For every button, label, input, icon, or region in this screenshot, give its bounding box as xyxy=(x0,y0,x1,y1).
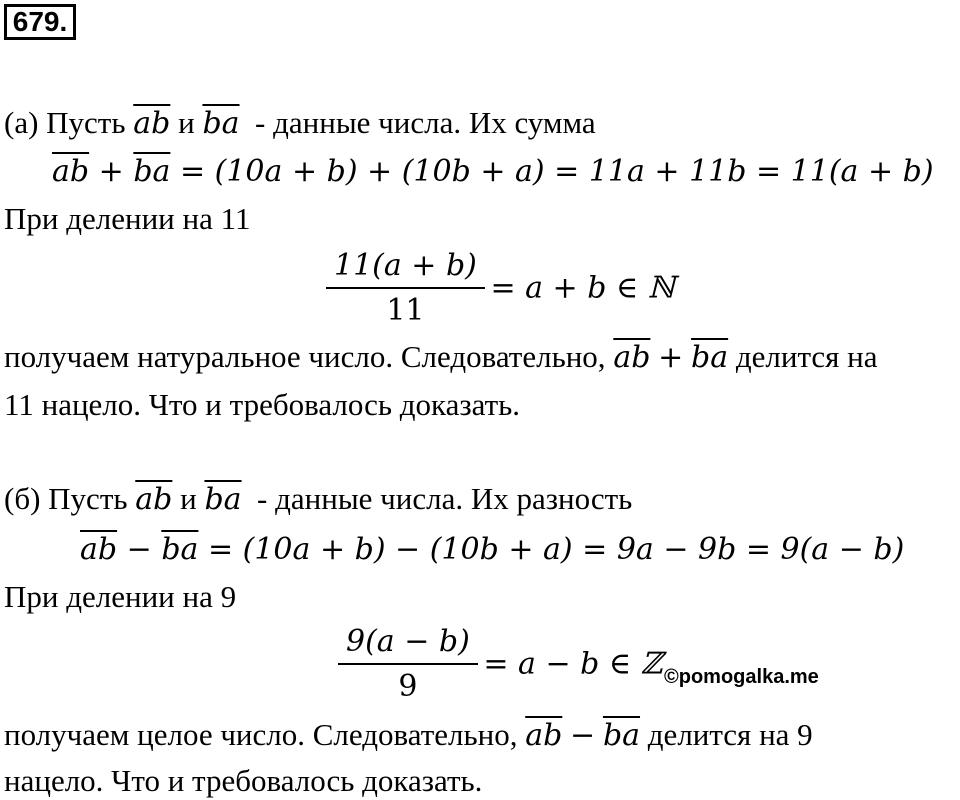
part-a-intro-suffix: - данные числа. Их сумма xyxy=(255,105,596,140)
conclusion-b-ba: $\overline{ba}$ xyxy=(602,718,641,753)
fraction-a-numerator: 11(a + b) xyxy=(334,248,477,283)
eq-a-ab: $\overline{ab}$ xyxy=(52,154,90,189)
part-a-conclusion-prefix: получаем натуральное число. Следовательно, xyxy=(4,339,606,374)
problem-number: 679. xyxy=(4,4,76,40)
part-a-fraction xyxy=(330,248,675,328)
part-a-intro xyxy=(4,104,596,143)
part-a-conclusion-line1 xyxy=(4,338,878,377)
number-ab-b: $\overline{ab}$ xyxy=(135,482,173,517)
eq-a-plus: + xyxy=(98,154,124,189)
part-b-conclusion-line1 xyxy=(4,716,813,755)
eq-a-ba: $\overline{ba}$ xyxy=(133,154,171,189)
part-a-intro-prefix: (а) Пусть xyxy=(4,105,126,140)
fraction-b-numerator: 9(a − b) xyxy=(346,624,470,659)
conclusion-a-plus: + xyxy=(658,340,684,375)
part-b-division-text: При делении на 9 xyxy=(4,579,237,614)
part-b-equation xyxy=(80,532,904,567)
fraction-a xyxy=(330,248,481,328)
eq-a-expansion: = (10a + b) + (10b + a) = 11a + 11b = 11(a + b) xyxy=(179,154,934,189)
part-b-intro-prefix: (б) Пусть xyxy=(4,481,128,516)
number-ba-b: $\overline{ba}$ xyxy=(204,482,242,517)
eq-b-ba: $\overline{ba}$ xyxy=(161,532,199,567)
part-b-conclusion-line2: нацело. Что и требовалось доказать. xyxy=(4,763,483,798)
fraction-b xyxy=(342,624,474,704)
part-b-intro-suffix: - данные числа. Их разность xyxy=(257,481,633,516)
part-b-fraction xyxy=(342,624,663,704)
fraction-b-denominator: 9 xyxy=(338,663,478,704)
eq-b-ab: $\overline{ab}$ xyxy=(80,532,118,567)
conclusion-b-minus: − xyxy=(570,718,596,753)
fraction-a-denominator: 11 xyxy=(326,287,485,328)
fraction-a-result: = a + b ∈ ℕ xyxy=(490,270,676,306)
fraction-b-result: = a − b ∈ ℤ xyxy=(483,646,663,682)
watermark: ©pomogalka.me xyxy=(664,666,819,688)
part-b-conclusion-suffix: делится на 9 xyxy=(647,717,813,752)
number-ba: $\overline{ba}$ xyxy=(202,106,240,141)
conclusion-b-ab: $\overline{ab}$ xyxy=(525,718,563,753)
part-a-equation xyxy=(52,154,934,189)
number-ab: $\overline{ab}$ xyxy=(133,106,171,141)
part-a-division-text: При делении на 11 xyxy=(4,201,251,236)
eq-b-expansion: = (10a + b) − (10b + a) = 9a − 9b = 9(a − b) xyxy=(207,532,905,567)
part-a-conclusion-line2: 11 нацело. Что и требовалось доказать. xyxy=(4,387,521,422)
conclusion-a-ab: $\overline{ab}$ xyxy=(613,340,651,375)
eq-b-minus: − xyxy=(126,532,152,567)
part-b-intro-and: и xyxy=(180,481,197,516)
part-b-conclusion-prefix: получаем целое число. Следовательно, xyxy=(4,717,518,752)
part-b-intro xyxy=(4,480,632,519)
part-a-conclusion-suffix: делится на xyxy=(735,339,878,374)
conclusion-a-ba: $\overline{ba}$ xyxy=(691,340,729,375)
part-a-intro-and: и xyxy=(178,105,195,140)
